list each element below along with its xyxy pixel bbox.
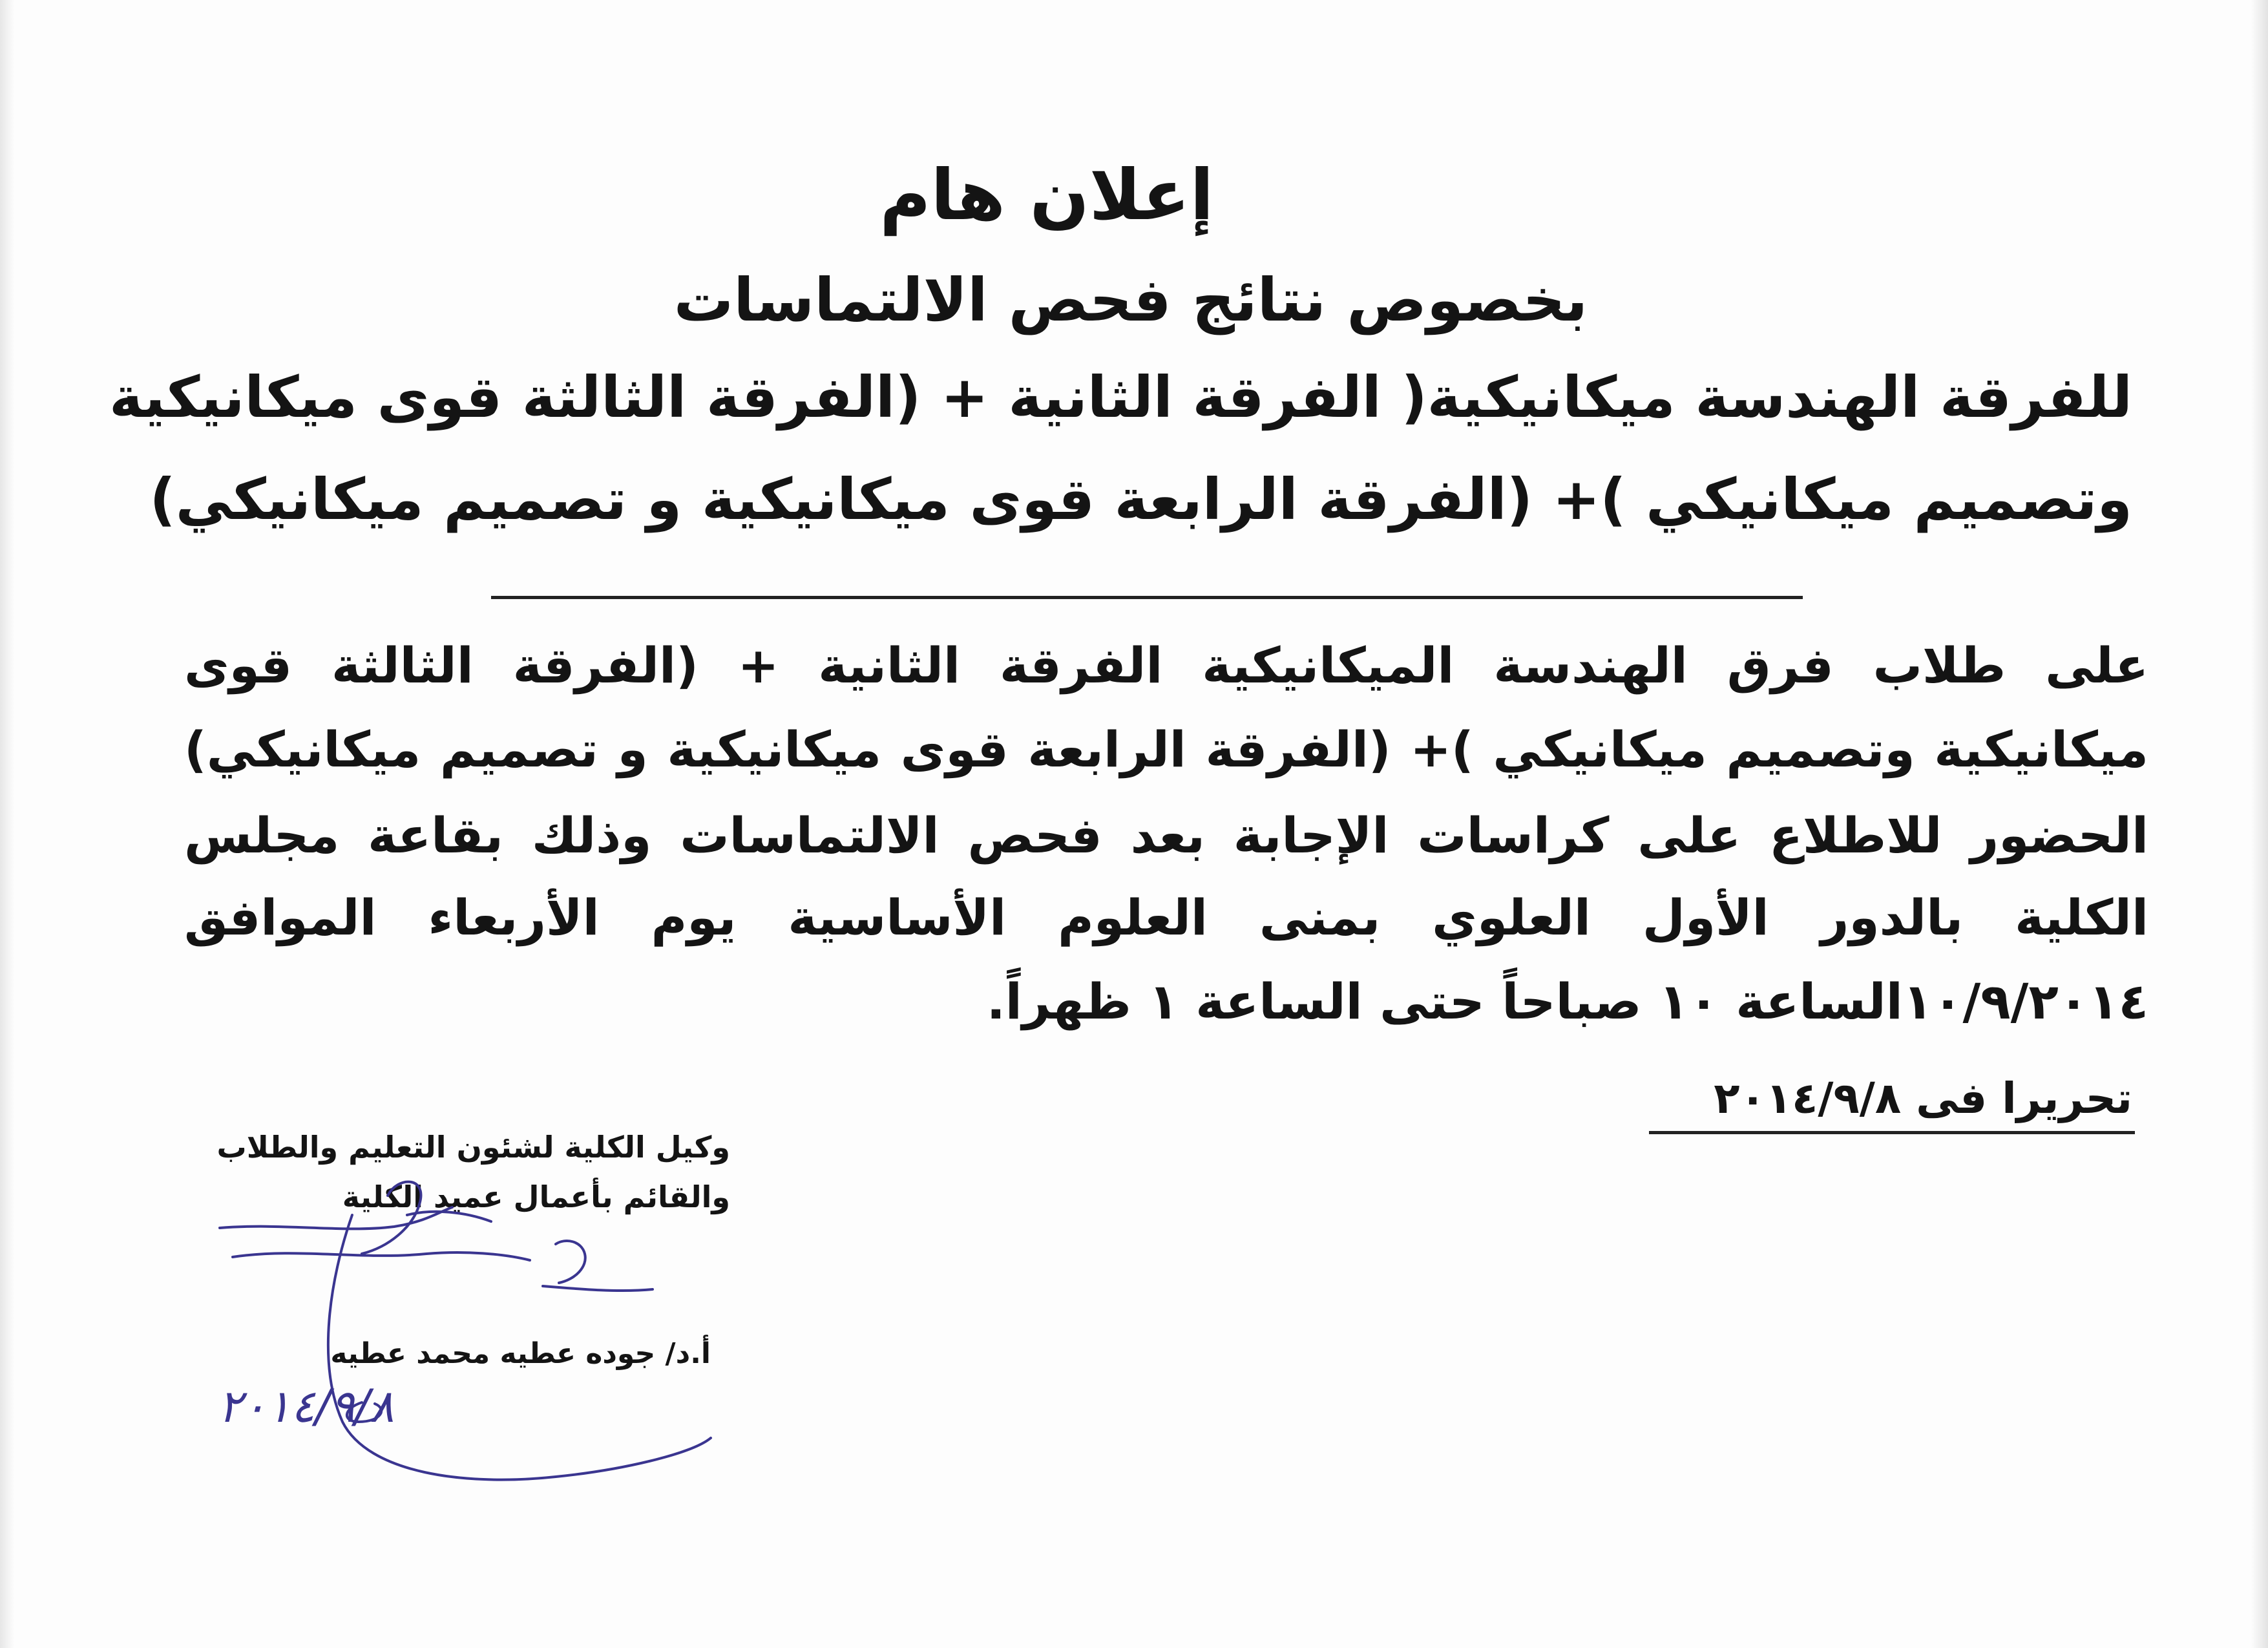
dated-underline bbox=[1649, 1131, 2135, 1134]
signatory-title-line-2: والقائم بأعمال عميد الكلية bbox=[342, 1179, 730, 1214]
body-line-3: الحضور للاطلاع على كراسات الإجابة بعد فحص الالتماسات وذلك بقاعة مجلس bbox=[184, 807, 2148, 864]
handwritten-signature bbox=[194, 1150, 750, 1512]
body-line-4: الكلية بالدور الأول العلوي بمنى العلوم الأساسية يوم الأربعاء الموافق bbox=[184, 889, 2148, 946]
separator-rule bbox=[491, 596, 1803, 599]
heading-line-1: للفرقة الهندسة ميكانيكية( الفرقة الثانية + (الفرقة الثالثة قوى ميكانيكية bbox=[109, 364, 2132, 430]
dated-line: تحريرا فى ٢٠١٤/٩/٨ bbox=[1714, 1073, 2132, 1123]
announcement-subtitle: بخصوص نتائج فحص الالتماسات bbox=[673, 266, 1588, 335]
scan-edge-left bbox=[0, 0, 14, 1648]
scan-edge-right bbox=[2251, 0, 2268, 1648]
body-line-1: على طلاب فرق الهندسة الميكانيكية الفرقة الثانية + (الفرقة الثالثة قوى bbox=[184, 637, 2148, 694]
body-line-2: ميكانيكية وتصميم ميكانيكي )+ (الفرقة الرابعة قوى ميكانيكية و تصميم ميكانيكي) bbox=[184, 721, 2148, 778]
announcement-title: إعلان هام bbox=[879, 155, 1214, 236]
signatory-name: أ.د/ جوده عطيه محمد عطيه bbox=[330, 1337, 711, 1370]
body-line-5: ١٠/٩/٢٠١٤الساعة ١٠ صباحاً حتى الساعة ١ ظهراً. bbox=[986, 973, 2148, 1030]
handwritten-date: ٢٠١٤/٩/٨ bbox=[218, 1380, 394, 1433]
heading-line-2: وتصميم ميكانيكي )+ (الفرقة الرابعة قوى ميكانيكية و تصميم ميكانيكي) bbox=[149, 466, 2132, 533]
signatory-title-line-1: وكيل الكلية لشئون التعليم والطلاب bbox=[216, 1130, 730, 1165]
